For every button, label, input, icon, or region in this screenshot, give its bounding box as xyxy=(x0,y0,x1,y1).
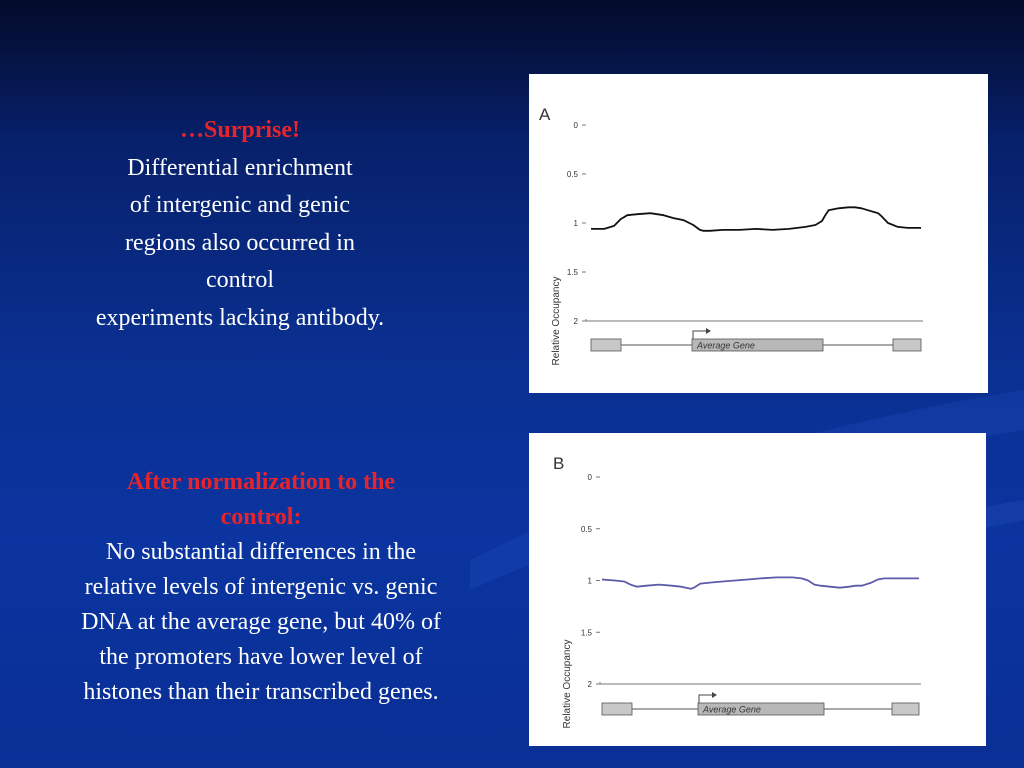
chart-a-svg xyxy=(529,74,988,393)
normalization-line: DNA at the average gene, but 40% of xyxy=(81,609,441,635)
surprise-heading: …Surprise! xyxy=(180,117,300,143)
average-gene-label: Average Gene xyxy=(697,340,755,351)
y-tick-label: 0 xyxy=(573,121,578,130)
normalization-heading-line: control: xyxy=(220,504,302,530)
y-tick-label: 1 xyxy=(573,219,578,228)
y-tick-label: 1 xyxy=(587,576,592,586)
y-tick-label: 2 xyxy=(587,680,592,689)
chart-b-svg xyxy=(529,433,986,746)
y-axis-label: Relative Occupancy xyxy=(551,276,562,366)
y-tick-label: 1.5 xyxy=(566,268,578,277)
normalization-line: relative levels of intergenic vs. genic xyxy=(84,574,438,600)
normalization-line: the promoters have lower level of xyxy=(99,644,423,670)
intro-text-block xyxy=(40,112,440,337)
right-gene-box xyxy=(893,339,921,351)
y-tick-label: 0.5 xyxy=(580,524,592,534)
normalization-line: histones than their transcribed genes. xyxy=(83,679,439,705)
y-tick-label: 2 xyxy=(573,317,578,326)
intro-line: of intergenic and genic xyxy=(129,192,351,218)
normalization-heading-line: After normalization to the xyxy=(126,469,396,495)
left-gene-box xyxy=(602,703,632,715)
right-gene-box xyxy=(892,703,919,715)
normalization-text-block xyxy=(30,465,492,710)
y-tick-label: 0.5 xyxy=(566,170,578,179)
chart-panel-b xyxy=(529,433,986,746)
intro-line: control xyxy=(206,267,274,293)
promoter-arrowhead xyxy=(706,328,711,334)
left-gene-box xyxy=(591,339,621,351)
normalization-line: No substantial differences in the xyxy=(105,539,417,565)
average-gene-label: Average Gene xyxy=(703,704,761,715)
y-tick-label: 0 xyxy=(587,473,592,482)
y-tick-label: 1.5 xyxy=(580,628,592,638)
chart-panel-a xyxy=(529,74,988,393)
intro-line: Differential enrichment xyxy=(127,154,353,181)
promoter-arrow xyxy=(693,331,706,339)
panel-label: A xyxy=(539,105,551,124)
promoter-arrowhead xyxy=(712,692,717,698)
series-line xyxy=(591,207,921,231)
y-axis-label: Relative Occupancy xyxy=(562,639,573,729)
intro-line: regions also occurred in xyxy=(125,229,355,256)
intro-line: experiments lacking antibody. xyxy=(95,304,385,331)
series-line xyxy=(602,577,919,588)
promoter-arrow xyxy=(699,695,712,703)
panel-label: B xyxy=(553,454,565,473)
